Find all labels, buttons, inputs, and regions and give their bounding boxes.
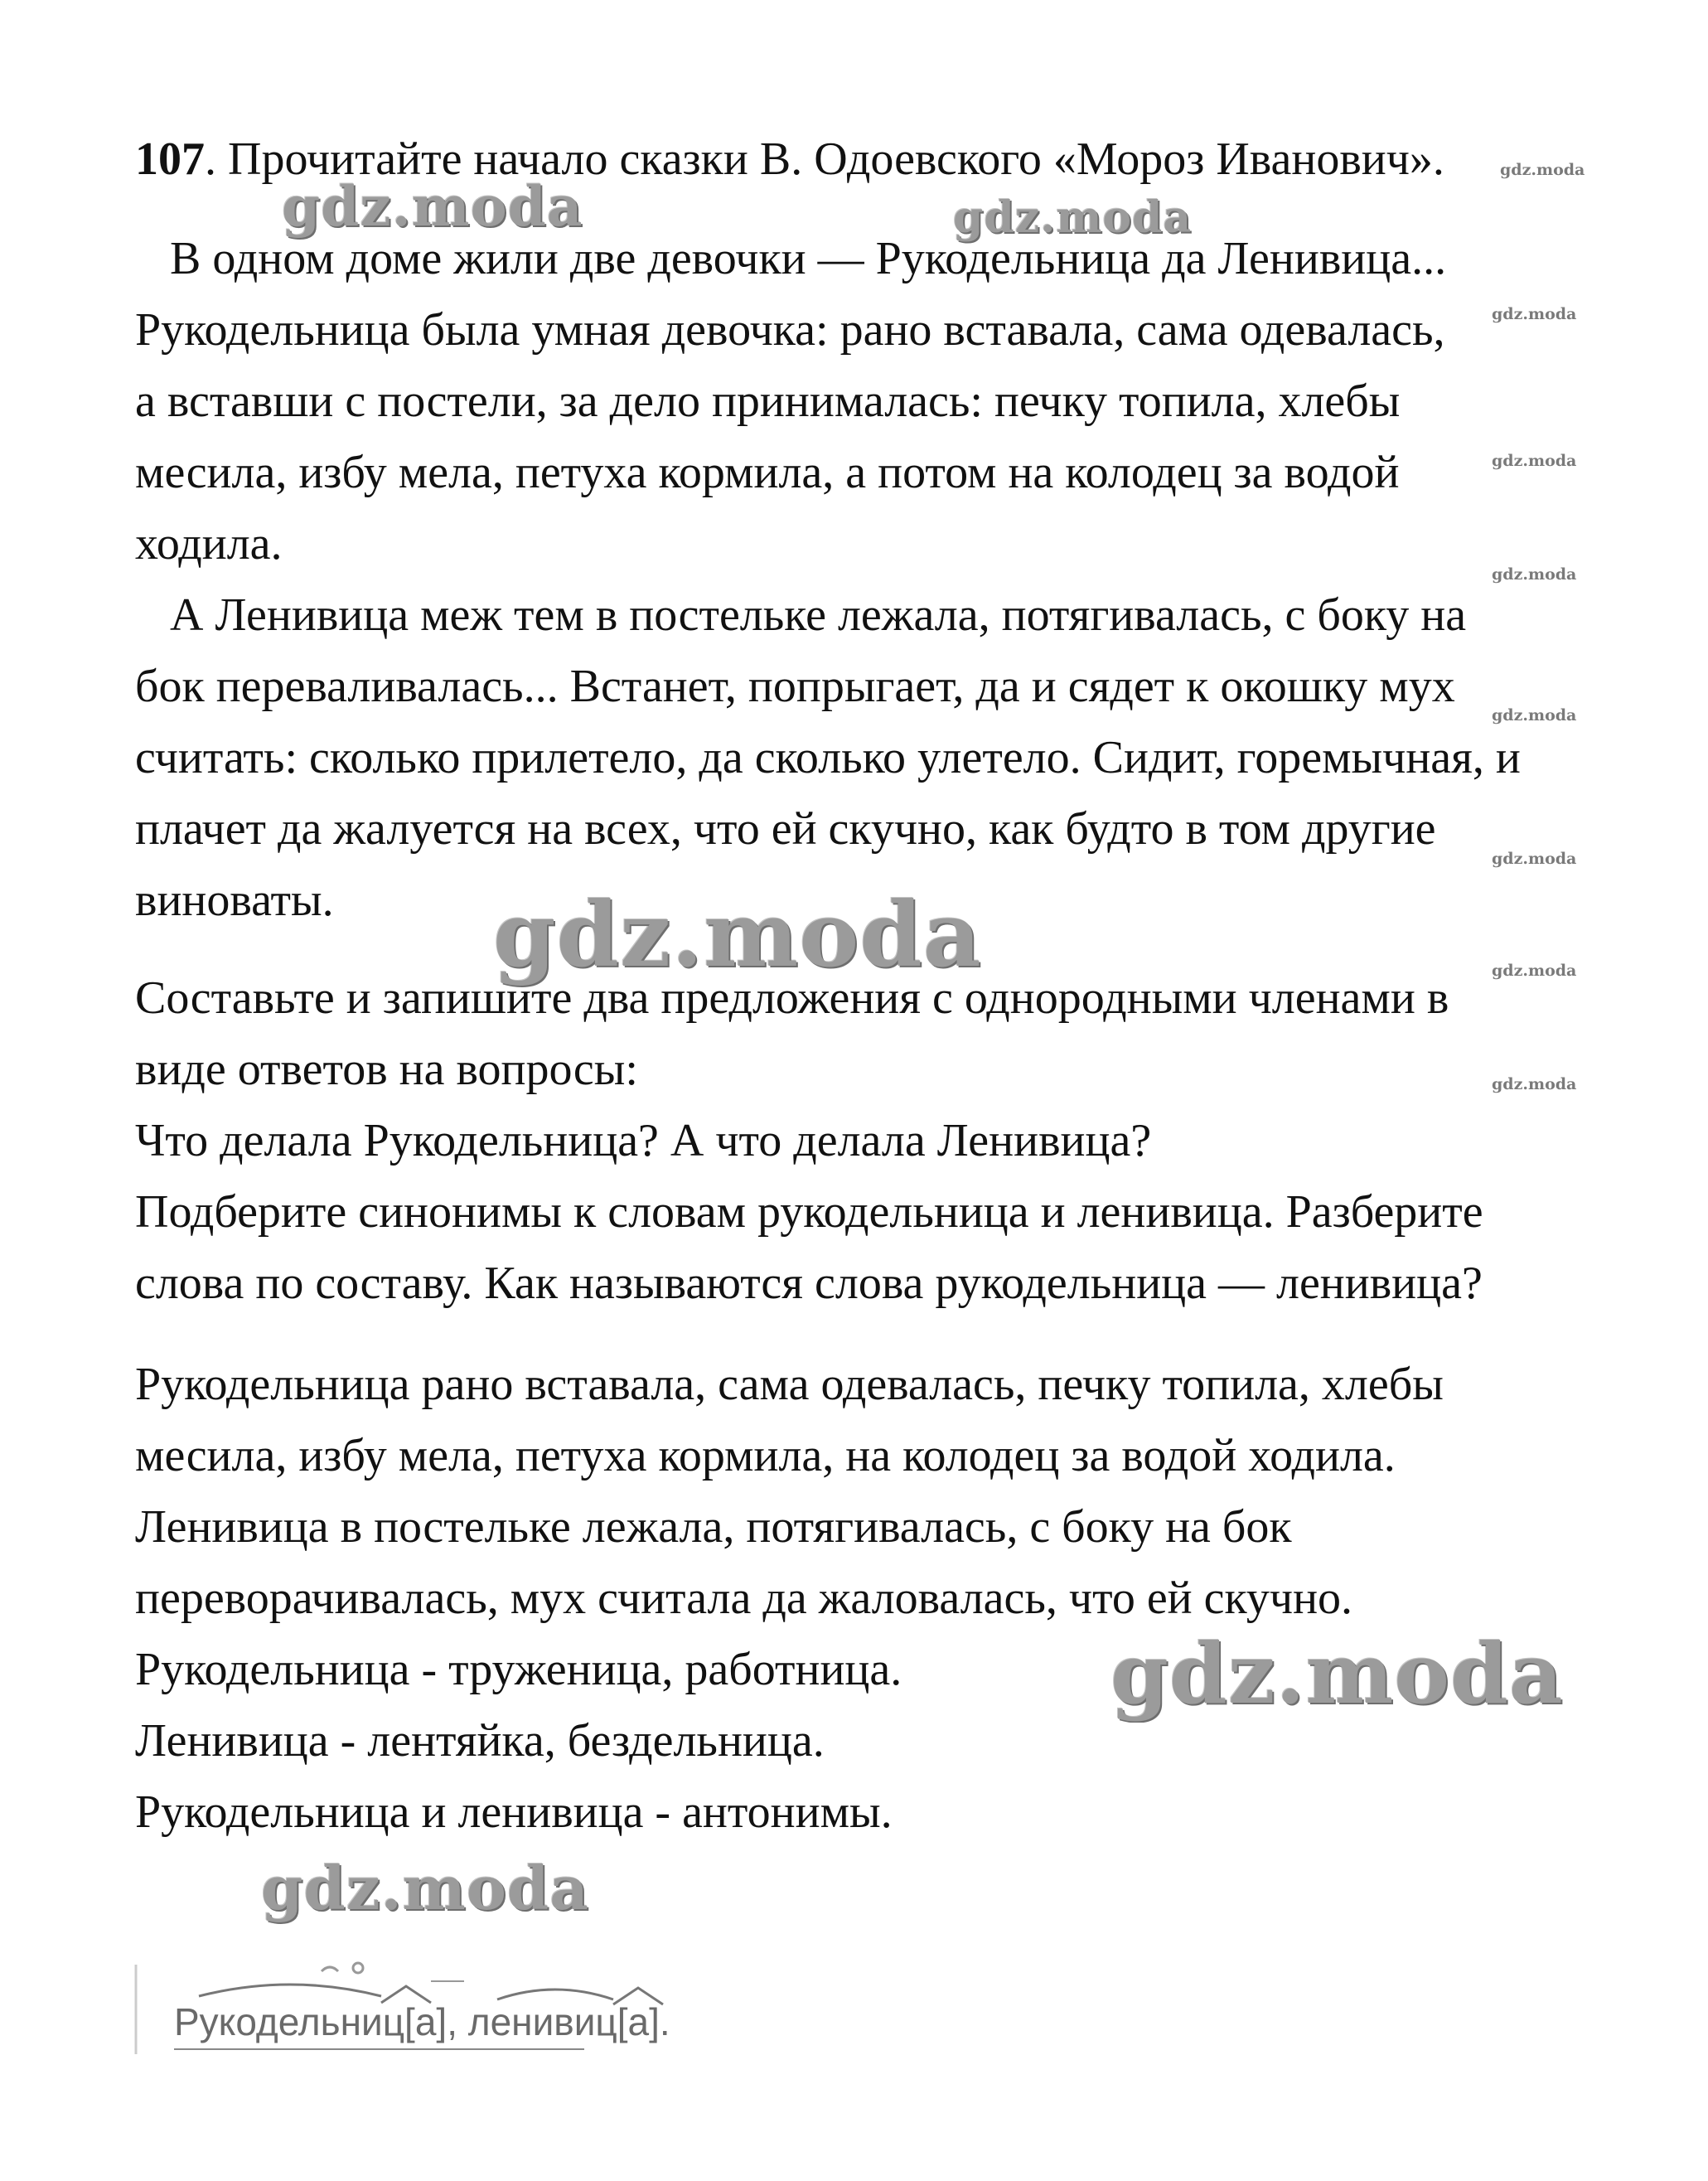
morpheme-text: Рукодельниц[а], ленивиц[а].	[174, 2000, 670, 2043]
answer-line: Ленивица - лентяйка, бездельница.	[135, 1715, 825, 1767]
task-intro: . Прочитайте начало сказки В. Одоевского «Мороз Иванович».	[205, 133, 1444, 185]
question-line: слова по составу. Как называются слова рукодельница — ленивица?	[135, 1258, 1483, 1309]
watermark-small: gdz.moda	[1492, 305, 1577, 323]
watermark: gdz.moda	[261, 1853, 589, 1923]
answer-line: Рукодельница рано вставала, сама одевалась, печку топила, хлебы	[135, 1359, 1444, 1410]
story-line: а вставши с постели, за дело принималась: печку топила, хлебы	[135, 376, 1401, 427]
watermark: gdz.moda	[953, 192, 1193, 243]
watermark-small: gdz.moda	[1492, 850, 1577, 868]
story-line: ходила.	[135, 518, 283, 569]
answer-line: переворачивалась, мух считала да жаловалась, что ей скучно.	[135, 1573, 1353, 1624]
task-number: 107	[135, 133, 205, 185]
watermark: gdz.moda	[493, 883, 982, 987]
question-line: Что делала Рукодельница? А что делала Ленивица?	[135, 1115, 1152, 1166]
story-line: Рукодельница была умная девочка: рано вставала, сама одевалась,	[135, 304, 1445, 356]
story-line: виноваты.	[135, 875, 334, 926]
question-line: виде ответов на вопросы:	[135, 1044, 638, 1095]
watermark-small: gdz.moda	[1492, 706, 1577, 725]
story-line: бок переваливалась... Встанет, попрыгает, да и сядет к окошку мух	[135, 661, 1455, 712]
watermark-small: gdz.moda	[1492, 1075, 1577, 1093]
story-line: В одном доме жили две девочки — Рукодельница да Ленивица...	[170, 233, 1447, 284]
story-line: месила, избу мела, петуха кормила, а потом на колодец за водой	[135, 447, 1400, 498]
morpheme-analysis	[133, 1956, 796, 2043]
answer-line: Рукодельница - труженица, работница.	[135, 1644, 902, 1695]
watermark: gdz.moda	[1110, 1625, 1564, 1723]
story-line: А Ленивица меж тем в постельке лежала, потягивалась, с боку на	[170, 589, 1467, 641]
question-line: Составьте и запишите два предложения с однородными членами в	[135, 972, 1449, 1024]
answer-line: Ленивица в постельке лежала, потягивалась, с боку на бок	[135, 1501, 1292, 1553]
story-line: считать: сколько прилетело, да сколько улетело. Сидит, горемычная, и	[135, 732, 1521, 783]
watermark-small: gdz.moda	[1492, 962, 1577, 980]
watermark-small: gdz.moda	[1500, 161, 1585, 179]
question-line: Подберите синонимы к словам рукодельница и ленивица. Разберите	[135, 1186, 1483, 1238]
answer-line: Рукодельница и ленивица - антонимы.	[135, 1786, 893, 1838]
watermark-small: gdz.moda	[1492, 452, 1577, 470]
watermark: gdz.moda	[282, 174, 583, 239]
story-line: плачет да жалуется на всех, что ей скучно, как будто в том другие	[135, 803, 1436, 855]
watermark-small: gdz.moda	[1492, 565, 1577, 584]
answer-line: месила, избу мела, петуха кормила, на колодец за водой ходила.	[135, 1430, 1396, 1481]
